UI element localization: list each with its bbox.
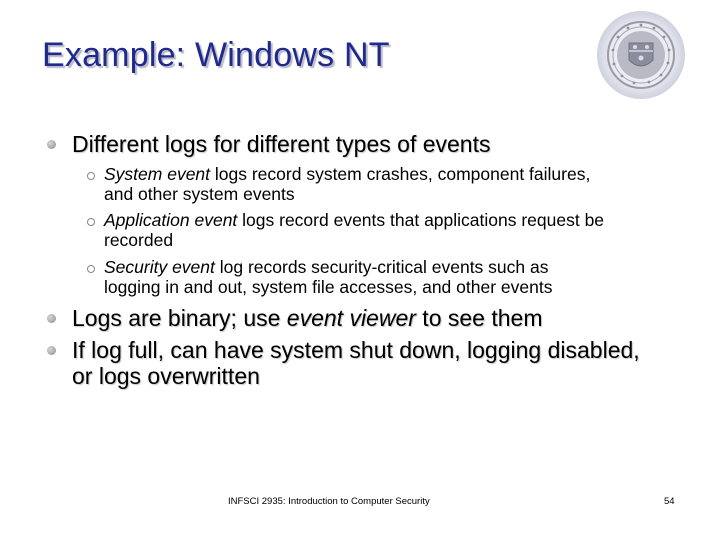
- bullet-3-line1: If log full, can have system shut down, logging disabled,: [72, 337, 640, 363]
- footer-page-number: 54: [664, 496, 675, 507]
- sub-bullet-1-line1: logs record system crashes, component failures,: [210, 164, 591, 184]
- sub-bullet-2-emphasis: Application event: [104, 210, 238, 230]
- sub-bullet-1-emphasis: System event: [104, 164, 211, 184]
- sub-bullet-icon: [87, 265, 95, 273]
- slide-title: Example: Windows NT: [42, 36, 390, 74]
- bullet-1-text: Different logs for different types of events: [72, 131, 491, 157]
- bullet-2-emphasis: event viewer: [286, 305, 416, 331]
- bullet-3-line2: or logs overwritten: [72, 363, 260, 389]
- sub-bullet-2-text: [104, 210, 604, 250]
- sub-bullet-3-line2: logging in and out, system file accesses, and other events: [104, 277, 553, 297]
- sub-bullet-2-line2: recorded: [104, 230, 174, 250]
- footer-course: INFSCI 2935: Introduction to Computer Security: [228, 496, 430, 507]
- bullet-icon: [47, 314, 56, 323]
- sub-bullet-3-emphasis: Security event: [104, 257, 215, 277]
- bullet-2-text: [72, 305, 543, 331]
- sub-bullet-3-line1: log records security-critical events such as: [214, 257, 549, 277]
- sub-bullet-icon: [87, 172, 95, 180]
- bullet-icon: [47, 140, 56, 149]
- sub-bullet-1-line2: and other system events: [104, 184, 295, 204]
- university-seal-icon: [596, 10, 686, 100]
- bullet-3-text: [72, 337, 640, 389]
- bullet-2-text-end: to see them: [415, 305, 543, 331]
- bullet-2-text-start: Logs are binary; use: [72, 305, 287, 331]
- sub-bullet-icon: [87, 218, 95, 226]
- sub-bullet-2-line1: logs record events that applications request be: [237, 210, 605, 230]
- sub-bullet-1-text: [104, 164, 590, 204]
- sub-bullet-3-text: [104, 257, 552, 297]
- bullet-icon: [47, 346, 56, 355]
